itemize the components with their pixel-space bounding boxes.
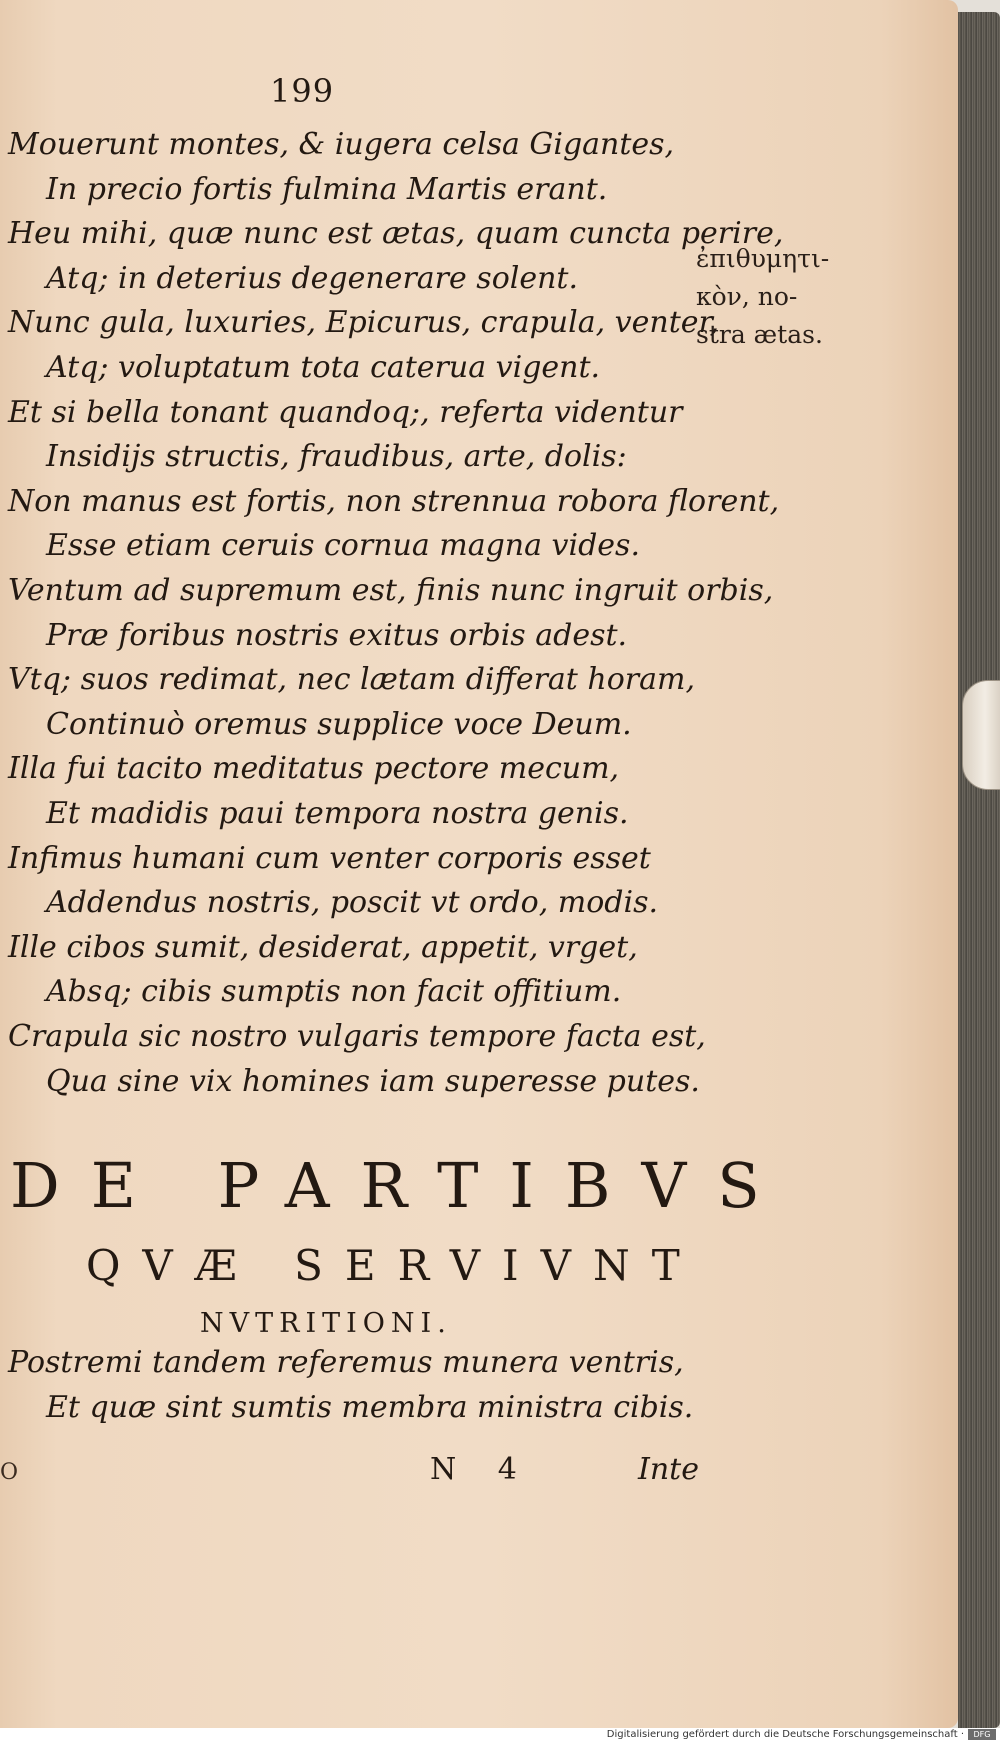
verse-line: Insidijs structis, fraudibus, arte, dolis: (46, 439, 627, 475)
verse-line: Infimus humani cum venter corporis esset (8, 840, 651, 876)
verse-line: Illa fui tacito meditatus pectore mecum, (8, 751, 620, 787)
verse-line: Heu mihi, quæ nunc est ætas, quam cuncta perire, (8, 216, 784, 252)
verse-line: Et quæ sint sumtis membra ministra cibis. (46, 1390, 694, 1425)
book-edge (958, 12, 1000, 1728)
verse-line: Continuò oremus supplice voce Deum. (46, 706, 632, 742)
margin-note (696, 240, 896, 354)
verse-line: Atq; voluptatum tota caterua vigent. (46, 350, 601, 385)
verse-line: Ille cibos sumit, desiderat, appetit, vrget, (8, 929, 638, 965)
verse-line: Esse etiam ceruis cornua magna vides. (46, 528, 640, 564)
edge-fragment: O (0, 1460, 19, 1485)
signature-mark: N 4 (430, 1452, 533, 1487)
margin-note-line: κὸν, no- (696, 282, 798, 311)
page-clip (962, 680, 1000, 790)
verse-line: Postremi tandem referemus munera ventris, (8, 1345, 684, 1380)
catchword: Inte (638, 1452, 699, 1487)
verse-line: Qua sine vix homines iam superesse putes. (46, 1063, 700, 1099)
dfg-logo: DFG (968, 1729, 996, 1740)
section-heading-line-1: DE PARTIBVS (10, 1149, 791, 1222)
verse-line: Absq; cibis sumptis non facit offitium. (46, 974, 622, 1010)
section-heading-line-2: QVÆ SERVIVNT (86, 1241, 702, 1290)
verse-line: Vtq; suos redimat, nec lætam differat horam, (8, 662, 695, 698)
section-heading-line-3: NVTRITIONI. (200, 1308, 452, 1339)
verse-line: In precio fortis fulmina Martis erant. (46, 171, 608, 207)
margin-note-line: ἐπιθυμητι- (696, 244, 830, 273)
verse-line: Addendus nostris, poscit vt ordo, modis. (46, 885, 659, 921)
verse-line: Non manus est fortis, non strennua robora florent, (8, 483, 780, 519)
verse-line: Crapula sic nostro vulgaris tempore facta est, (8, 1019, 706, 1054)
verse-line: Præ foribus nostris exitus orbis adest. (46, 617, 628, 653)
credit-strip (0, 1728, 1000, 1741)
digitization-credit: Digitalisierung gefördert durch die Deutsche Forschungsgemeinschaft · (606, 1729, 964, 1740)
verse-line: Et madidis paui tempora nostra genis. (46, 796, 629, 831)
verse-line: Ventum ad supremum est, finis nunc ingruit orbis, (8, 573, 774, 608)
verse-line: Nunc gula, luxuries, Epicurus, crapula, venter, (8, 305, 720, 341)
page-number: 199 (270, 72, 335, 110)
verse-line: Atq; in deterius degenerare solent. (46, 260, 579, 296)
verse-line: Mouerunt montes, & iugera celsa Gigantes, (8, 127, 675, 162)
margin-note-line: stra ætas. (696, 320, 823, 349)
verse-line: Et si bella tonant quandoq;, referta videntur (8, 394, 683, 430)
